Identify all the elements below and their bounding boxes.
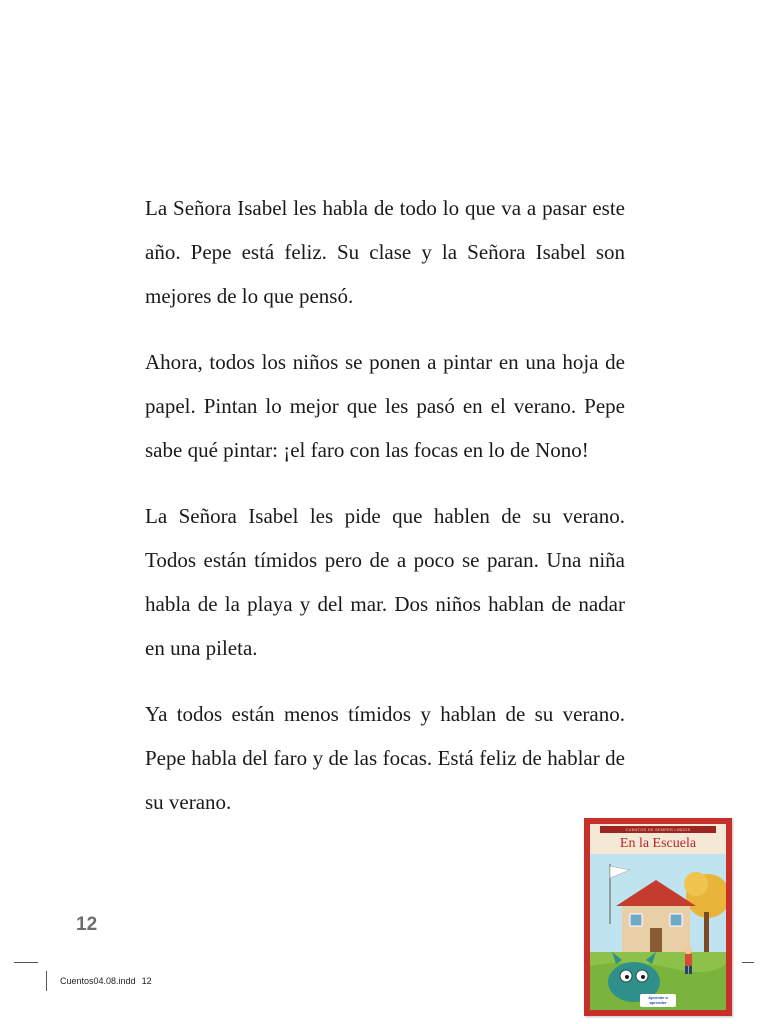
book-cover-illustration (590, 854, 726, 1010)
print-slug (60, 976, 152, 986)
paragraph-4: Ya todos están menos tímidos y hablan de su verano. Pepe habla del faro y de las focas. Está feliz de hablar de su verano. (145, 702, 625, 814)
book-cover-thumbnail (584, 818, 732, 1016)
book-cover-publisher: Aprende a aprender (640, 994, 676, 1007)
paragraph-1: La Señora Isabel les habla de todo lo que va a pasar este año. Pepe está feliz. Su clase y la Señora Isabel son mejores de lo que pensó. (145, 196, 625, 308)
crop-mark-left (14, 962, 38, 963)
book-cover-title: En la Escuela (619, 836, 697, 851)
paragraph-3: La Señora Isabel les pide que hablen de su verano. Todos están tímidos pero de a poco se paran. Una niña habla de la playa y del mar. Dos niños hablan de nadar en una pileta. (145, 504, 625, 660)
story-text (145, 186, 625, 846)
crop-mark-right (742, 962, 754, 963)
paragraph-2: Ahora, todos los niños se ponen a pintar en una hoja de papel. Pintan lo mejor que les pasó en el verano. Pepe sabe qué pintar: ¡el faro con las focas en lo de Nono! (145, 350, 625, 462)
cover-tree-trunk (704, 912, 709, 952)
crop-mark-vertical (46, 971, 47, 991)
book-cover-series: CUENTOS DE SEMPER LINDOS (600, 826, 716, 833)
slug-file-name: Cuentos04.08.indd (60, 976, 136, 986)
slug-page: 12 (141, 976, 152, 986)
page-number: 12 (76, 914, 98, 935)
book-cover-inner (590, 824, 726, 1010)
